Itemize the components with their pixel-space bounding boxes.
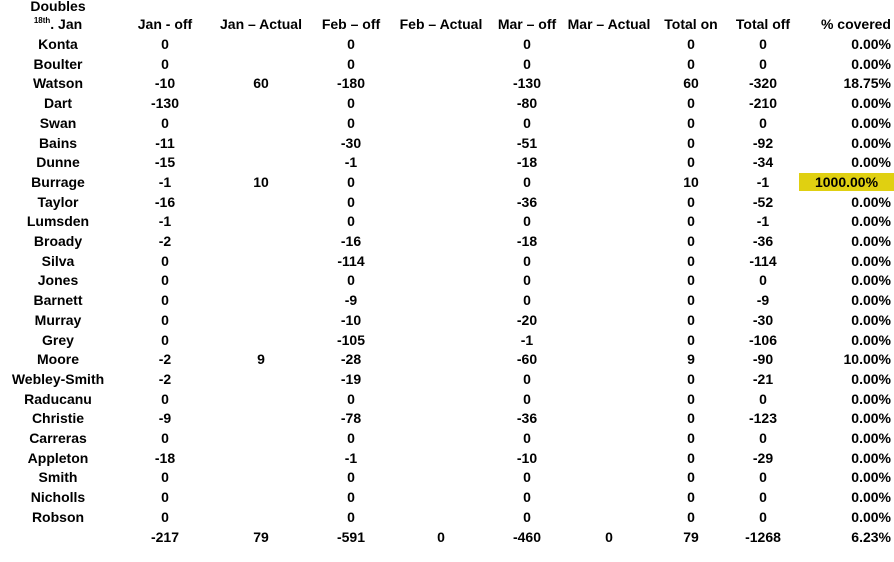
- cell-jan-off: 0: [161, 292, 169, 308]
- cell-pct: 0.00%: [851, 292, 891, 308]
- cell-feb-off: 0: [347, 174, 355, 190]
- cell-pct: 0.00%: [851, 115, 891, 131]
- cell-total-off: 0: [759, 115, 767, 131]
- cell-mar-off: 0: [523, 36, 531, 52]
- player-name: Dunne: [36, 154, 80, 170]
- cell-feb-off: 0: [347, 430, 355, 446]
- player-name: Raducanu: [24, 391, 92, 407]
- cell-pct: 0.00%: [851, 312, 891, 328]
- sheet-title: Doubles: [30, 0, 86, 14]
- cell-mar-off: -20: [516, 312, 538, 328]
- cell-total-off: -9: [756, 292, 770, 308]
- player-name: Grey: [42, 332, 74, 348]
- cell-feb-off: 0: [347, 213, 355, 229]
- cell-jan-off: -2: [158, 233, 172, 249]
- cell-pct: 0.00%: [851, 272, 891, 288]
- player-name: Barnett: [33, 292, 83, 308]
- cell-mar-off: -130: [512, 75, 542, 91]
- cell-mar-off: 0: [523, 253, 531, 269]
- cell-total-on: 0: [687, 469, 695, 485]
- cell-jan-off: 0: [161, 253, 169, 269]
- cell-total-off: 0: [759, 489, 767, 505]
- cell-jan-off: -2: [158, 351, 172, 367]
- cell-jan-act: 60: [253, 75, 269, 91]
- cell-total-on: 0: [687, 135, 695, 151]
- cell-pct: 6.23%: [851, 529, 891, 545]
- cell-jan-off: -1: [158, 174, 172, 190]
- player-name: Carreras: [29, 430, 87, 446]
- cell-pct: 0.00%: [851, 36, 891, 52]
- player-name: Bains: [38, 135, 78, 151]
- cell-total-on: 0: [687, 194, 695, 210]
- cell-mar-off: 0: [523, 174, 531, 190]
- cell-pct: 0.00%: [851, 332, 891, 348]
- sheet-date: [34, 15, 82, 33]
- cell-feb-off: -10: [340, 312, 362, 328]
- cell-feb-off: -30: [340, 135, 362, 151]
- player-name: Boulter: [33, 56, 83, 72]
- cell-jan-off: -15: [154, 154, 176, 170]
- cell-total-off: -52: [752, 194, 774, 210]
- cell-total-off: -1268: [745, 529, 781, 545]
- cell-jan-off: 0: [161, 312, 169, 328]
- cell-total-on: 0: [687, 253, 695, 269]
- cell-pct: 18.75%: [843, 75, 891, 91]
- cell-total-off: -21: [752, 371, 774, 387]
- cell-pct: 0.00%: [851, 253, 891, 269]
- cell-mar-off: 0: [523, 272, 531, 288]
- cell-mar-off: 0: [523, 115, 531, 131]
- cell-feb-off: 0: [347, 115, 355, 131]
- cell-jan-off: -16: [154, 194, 176, 210]
- cell-jan-off: -9: [158, 410, 172, 426]
- player-name: Swan: [39, 115, 77, 131]
- cell-total-off: -106: [748, 332, 778, 348]
- cell-total-on: 0: [687, 391, 695, 407]
- cell-total-on: 0: [687, 213, 695, 229]
- cell-mar-off: -51: [516, 135, 538, 151]
- cell-total-off: 0: [759, 272, 767, 288]
- player-name: Christie: [31, 410, 85, 426]
- cell-feb-off: 0: [347, 391, 355, 407]
- cell-feb-off: -9: [344, 292, 358, 308]
- cell-feb-off: -591: [336, 529, 366, 545]
- cell-pct: 0.00%: [851, 56, 891, 72]
- column-header-mar-off: Mar – off: [497, 16, 557, 32]
- cell-pct: 0.00%: [851, 371, 891, 387]
- cell-jan-off: 0: [161, 332, 169, 348]
- cell-total-off: -34: [752, 154, 774, 170]
- player-name: Silva: [41, 253, 75, 269]
- cell-feb-act: 0: [437, 529, 445, 545]
- cell-total-off: -29: [752, 450, 774, 466]
- date-superscript: 18th: [33, 16, 51, 25]
- cell-pct: 0.00%: [851, 213, 891, 229]
- cell-mar-off: 0: [523, 489, 531, 505]
- player-name: Dart: [43, 95, 73, 111]
- cell-feb-off: 0: [347, 469, 355, 485]
- cell-jan-off: 0: [161, 430, 169, 446]
- cell-total-on: 0: [687, 489, 695, 505]
- cell-total-off: -30: [752, 312, 774, 328]
- cell-total-on: 0: [687, 233, 695, 249]
- cell-pct: 0.00%: [851, 410, 891, 426]
- cell-total-off: -36: [752, 233, 774, 249]
- cell-mar-off: 0: [523, 371, 531, 387]
- cell-pct: 1000.00%: [799, 173, 894, 191]
- cell-total-on: 0: [687, 56, 695, 72]
- column-header-feb-act: Feb – Actual: [399, 16, 483, 32]
- cell-mar-off: 0: [523, 469, 531, 485]
- player-name: Nicholls: [30, 489, 86, 505]
- player-name: Moore: [37, 351, 79, 367]
- cell-total-off: -123: [748, 410, 778, 426]
- cell-total-on: 0: [687, 509, 695, 525]
- cell-pct: 0.00%: [851, 509, 891, 525]
- cell-pct: 0.00%: [851, 194, 891, 210]
- cell-total-on: 0: [687, 292, 695, 308]
- cell-total-off: -210: [748, 95, 778, 111]
- cell-feb-off: 0: [347, 36, 355, 52]
- cell-pct: 0.00%: [851, 233, 891, 249]
- cell-jan-off: 0: [161, 391, 169, 407]
- cell-feb-off: 0: [347, 95, 355, 111]
- cell-total-off: -114: [749, 253, 777, 269]
- cell-total-on: 9: [687, 351, 695, 367]
- cell-feb-off: -78: [340, 410, 362, 426]
- player-name: Burrage: [31, 174, 85, 190]
- cell-jan-off: -10: [154, 75, 176, 91]
- cell-pct: 0.00%: [851, 430, 891, 446]
- cell-mar-off: -460: [512, 529, 542, 545]
- cell-total-off: 0: [759, 469, 767, 485]
- player-name: Taylor: [37, 194, 79, 210]
- player-name: Smith: [38, 469, 78, 485]
- cell-total-on: 0: [687, 115, 695, 131]
- cell-pct: 0.00%: [851, 450, 891, 466]
- cell-total-on: 79: [683, 529, 699, 545]
- cell-jan-off: 0: [161, 272, 169, 288]
- cell-jan-act: 9: [257, 351, 265, 367]
- cell-feb-off: -1: [344, 450, 358, 466]
- cell-feb-off: -105: [336, 332, 366, 348]
- column-header-feb-off: Feb – off: [321, 16, 381, 32]
- cell-mar-off: 0: [523, 56, 531, 72]
- cell-total-off: 0: [759, 56, 767, 72]
- column-header-jan-off: Jan - off: [137, 16, 193, 32]
- cell-pct: 0.00%: [851, 489, 891, 505]
- cell-mar-off: -1: [520, 332, 534, 348]
- column-header-total-off: Total off: [735, 16, 791, 32]
- cell-total-off: -1: [756, 213, 770, 229]
- cell-jan-off: 0: [161, 56, 169, 72]
- cell-total-off: -320: [748, 75, 778, 91]
- player-name: Murray: [34, 312, 82, 328]
- cell-jan-off: 0: [161, 115, 169, 131]
- cell-mar-off: 0: [523, 509, 531, 525]
- cell-mar-off: -80: [516, 95, 538, 111]
- cell-jan-act: 79: [253, 529, 269, 545]
- cell-total-on: 0: [687, 272, 695, 288]
- cell-feb-off: 0: [347, 194, 355, 210]
- cell-mar-off: -10: [516, 450, 538, 466]
- cell-feb-off: -16: [340, 233, 362, 249]
- player-name: Robson: [31, 509, 85, 525]
- cell-feb-off: 0: [347, 272, 355, 288]
- cell-total-on: 0: [687, 450, 695, 466]
- cell-mar-off: -36: [516, 194, 538, 210]
- cell-total-off: 0: [759, 36, 767, 52]
- cell-mar-off: 0: [523, 391, 531, 407]
- cell-feb-off: -19: [340, 371, 362, 387]
- cell-total-off: -1: [756, 174, 770, 190]
- cell-total-off: -90: [752, 351, 774, 367]
- cell-pct: 0.00%: [851, 391, 891, 407]
- cell-jan-off: 0: [161, 489, 169, 505]
- player-name: Appleton: [27, 450, 89, 466]
- column-header-jan-act: Jan – Actual: [220, 16, 302, 32]
- cell-pct: 0.00%: [851, 135, 891, 151]
- cell-total-off: 0: [759, 509, 767, 525]
- cell-total-on: 0: [687, 154, 695, 170]
- cell-jan-off: -11: [155, 135, 175, 151]
- cell-mar-off: -18: [516, 154, 538, 170]
- cell-total-on: 10: [683, 174, 699, 190]
- player-name: Watson: [32, 75, 84, 91]
- cell-feb-off: 0: [347, 509, 355, 525]
- player-name: Broady: [33, 233, 83, 249]
- column-header-mar-act: Mar – Actual: [567, 16, 651, 32]
- cell-mar-off: 0: [523, 213, 531, 229]
- cell-mar-off: -18: [516, 233, 538, 249]
- cell-total-on: 0: [687, 430, 695, 446]
- cell-feb-off: -1: [344, 154, 358, 170]
- cell-pct: 0.00%: [851, 469, 891, 485]
- cell-jan-off: -1: [158, 213, 172, 229]
- cell-jan-off: 0: [161, 509, 169, 525]
- cell-total-on: 0: [687, 332, 695, 348]
- cell-pct: 0.00%: [851, 154, 891, 170]
- cell-feb-off: 0: [347, 56, 355, 72]
- player-name: Lumsden: [26, 213, 90, 229]
- cell-feb-off: -180: [336, 75, 366, 91]
- cell-jan-act: 10: [253, 174, 269, 190]
- cell-mar-off: -60: [516, 351, 538, 367]
- cell-mar-off: -36: [516, 410, 538, 426]
- cell-total-on: 0: [687, 312, 695, 328]
- column-header-pct: % covered: [820, 16, 891, 32]
- cell-feb-off: 0: [347, 489, 355, 505]
- date-text: . Jan: [50, 16, 83, 32]
- cell-jan-off: -18: [154, 450, 176, 466]
- cell-mar-off: 0: [523, 292, 531, 308]
- cell-total-on: 0: [687, 371, 695, 387]
- cell-total-on: 0: [687, 95, 695, 111]
- cell-jan-off: 0: [161, 469, 169, 485]
- cell-jan-off: -130: [150, 95, 180, 111]
- player-name: Jones: [37, 272, 79, 288]
- cell-jan-off: -2: [158, 371, 172, 387]
- cell-total-on: 60: [683, 75, 699, 91]
- cell-total-off: 0: [759, 391, 767, 407]
- cell-total-on: 0: [687, 36, 695, 52]
- cell-feb-off: -114: [337, 253, 365, 269]
- cell-pct: 10.00%: [843, 351, 891, 367]
- cell-pct: 0.00%: [851, 95, 891, 111]
- player-name: Webley-Smith: [11, 371, 105, 387]
- cell-mar-act: 0: [605, 529, 613, 545]
- cell-total-off: 0: [759, 430, 767, 446]
- cell-jan-off: 0: [161, 36, 169, 52]
- column-header-total-on: Total on: [664, 16, 718, 32]
- cell-jan-off: -217: [150, 529, 180, 545]
- cell-feb-off: -28: [340, 351, 362, 367]
- cell-mar-off: 0: [523, 430, 531, 446]
- player-name: Konta: [38, 36, 78, 52]
- cell-total-off: -92: [752, 135, 774, 151]
- cell-total-on: 0: [687, 410, 695, 426]
